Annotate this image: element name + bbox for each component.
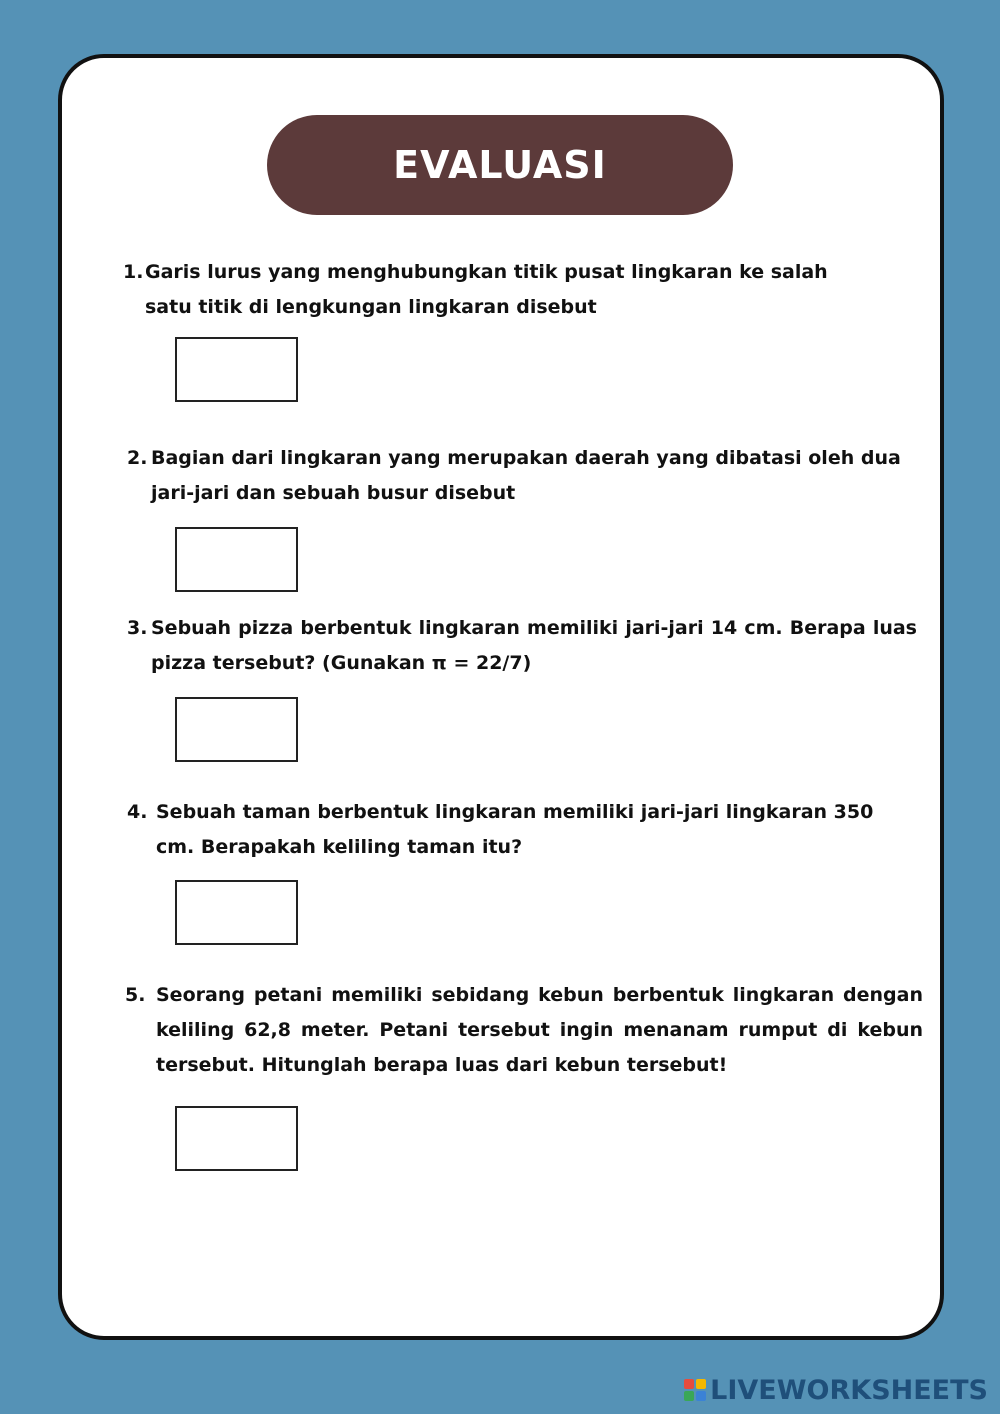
brand-name: LIVEWORKSHEETS: [710, 1374, 988, 1406]
question-number: 2.: [127, 447, 148, 469]
question-4: [127, 795, 917, 865]
answer-input-2[interactable]: [175, 527, 298, 592]
logo-square-icon: [684, 1391, 694, 1401]
liveworksheets-logo-icon: [684, 1379, 706, 1401]
question-text: Sebuah pizza berbentuk lingkaran memiliki jari-jari 14 cm. Berapa luas pizza tersebut? (Gunakan π = 22/7): [151, 617, 917, 674]
question-text: Seorang petani memiliki sebidang kebun berbentuk lingkaran dengan keliling 62,8 meter. Petani tersebut ingin menanam rumput di kebun tersebut. Hitunglah berapa luas dari kebun tersebut!: [156, 984, 923, 1076]
answer-input-5[interactable]: [175, 1106, 298, 1171]
question-3: [127, 611, 917, 681]
page-title: EVALUASI: [393, 143, 607, 187]
question-5: [125, 978, 923, 1083]
answer-input-1[interactable]: [175, 337, 298, 402]
answer-input-3[interactable]: [175, 697, 298, 762]
question-number: 3.: [127, 617, 148, 639]
question-1: [123, 255, 883, 325]
logo-square-icon: [696, 1391, 706, 1401]
logo-square-icon: [684, 1379, 694, 1389]
question-2: [127, 441, 907, 511]
question-text: Bagian dari lingkaran yang merupakan daerah yang dibatasi oleh dua jari-jari dan sebuah busur disebut: [151, 447, 901, 504]
question-text: Garis lurus yang menghubungkan titik pusat lingkaran ke salah satu titik di lengkungan lingkaran disebut: [145, 261, 828, 318]
logo-square-icon: [696, 1379, 706, 1389]
liveworksheets-logo[interactable]: [684, 1372, 988, 1408]
question-text: Sebuah taman berbentuk lingkaran memiliki jari-jari lingkaran 350 cm. Berapakah keliling taman itu?: [156, 801, 874, 858]
question-number: 5.: [125, 984, 146, 1006]
question-number: 1.: [123, 261, 144, 283]
answer-input-4[interactable]: [175, 880, 298, 945]
question-number: 4.: [127, 801, 148, 823]
title-banner: [267, 115, 733, 215]
